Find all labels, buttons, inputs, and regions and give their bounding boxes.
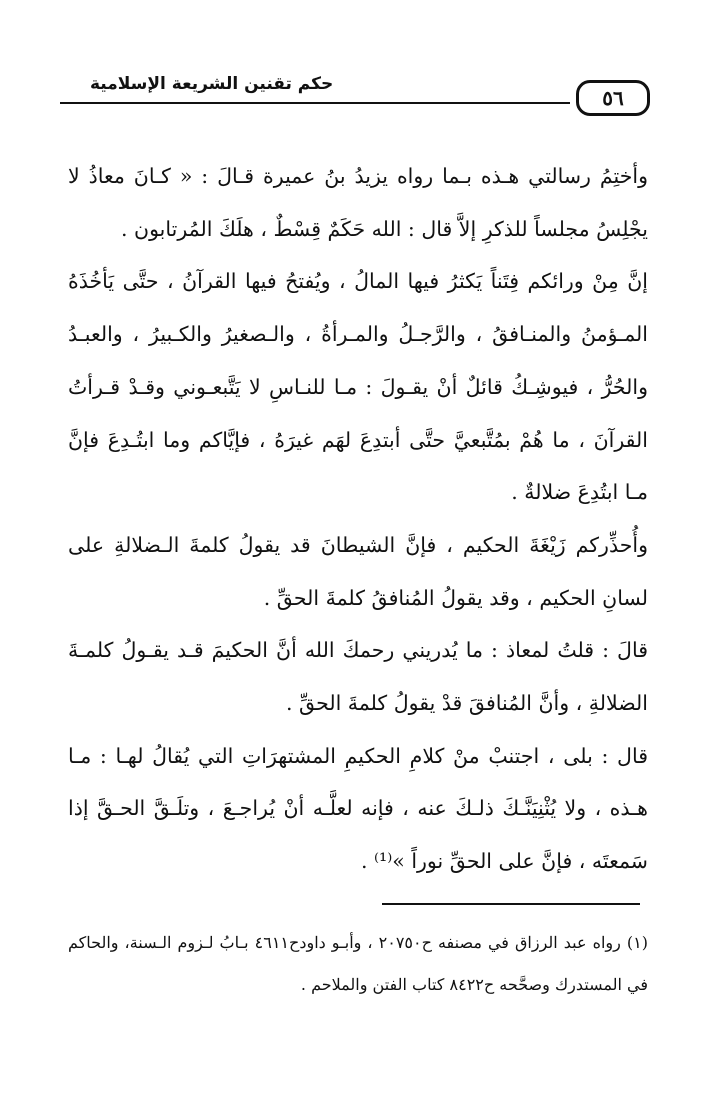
paragraph: قالَ : قلتُ لمعاذ : ما يُدريني رحمكَ الله أنَّ الحكيمَ قـد يقـولُ كلمـةَ الضلالةِ ، وأنَّ المُنافقَ قدْ يقولُ كلمةَ الحقِّ . [68, 638, 648, 716]
book-title: حكم تقنين الشريعة الإسلامية [90, 74, 334, 94]
footnote-item: (١) رواه عبد الرزاق في مصنفه ح٢٠٧٥٠ ، وأبـو داودح٤٦١١ بـابُ لـزوم الـسنة، والحاكم في المستدرك وصحَّحه ح٨٤٢٢ كتاب الفتن والملاحم . [68, 933, 648, 994]
running-header [60, 72, 652, 114]
paragraph: إنَّ مِنْ ورائكم فِتَناً يَكثرُ فيها المالُ ، ويُفتحُ فيها القرآنُ ، حتَّى يَأخُذَهُ المـؤمنُ والمنـافقُ ، والرَّجـلُ والمـرأةُ ، والـصغيرُ والكـبيرُ ، والعبـدُ والحُرُّ ، فيوشِـكُ قائلٌ أنْ يقـولَ : مـا للنـاسِ لا يَتَّبعـوني وقـدْ قـرأتُ القرآنَ ، ما هُمْ بمُتَّبعيَّ حتَّى أبتدِعَ لهَم غيرَهُ ، فإيَّاكم وما ابتُـدِعَ فإنَّ مـا ابتُدِعَ ضلالةٌ . [68, 269, 648, 505]
header-rule [60, 102, 570, 104]
page-number-badge: ٥٦ [576, 80, 650, 116]
paragraph: قال : بلى ، اجتنبْ منْ كلامِ الحكيمِ المشتهرَاتِ التي يُقالُ لهـا : مـا هـذه ، ولا يُثْنِيَنَّـكَ ذلـكَ عنه ، فإنه لعلَّـه أنْ يُراجـعَ ، وتلَـقَّ الحـقَّ إذا سَمعتَه ، فإنَّ على الحقِّ نوراً »⁽¹⁾ . [68, 743, 648, 874]
paragraph: وأختِمُ رسالتي هـذه بـما رواه يزيدُ بنُ عميرة قـالَ : « كـانَ معاذُ لا يجْلِسُ مجلساً للذكرِ إلاَّ قال : الله حَكَمٌ قِسْطٌ ، هلَكَ المُرتابون . [68, 164, 648, 241]
paragraph: وأُحذِّركم زَيْغَةَ الحكيم ، فإنَّ الشيطانَ قد يقولُ كلمةَ الـضلالةِ على لسانِ الحكيم ، وقد يقولُ المُنافقُ كلمةَ الحقِّ . [68, 532, 648, 610]
footnotes [68, 922, 648, 1006]
footnote-separator [382, 903, 640, 905]
main-text [68, 150, 648, 888]
